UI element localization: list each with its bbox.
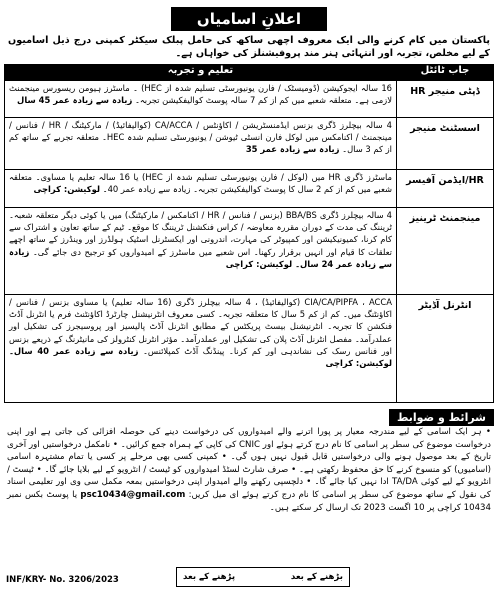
job-title: ڈپٹی منیجر HR [397, 81, 494, 118]
qualification-line: 4 سالہ بیچلرز ڈگری BBA/BS (بزنس / فنانس / HR / اکنامکس / مارکیٹنگ) میں یا کوئی دیگر متعلقہ شعبہ۔ ٹریننگ کی [9, 210, 392, 233]
job-qualification [5, 208, 397, 295]
table-row [5, 81, 494, 118]
qualification-line: مدت کے دوران مقررہ معاوضہ / کراس فنکشنل ٹریننگ کا موقع۔ ٹیم کے ساتھ تعاون و اشتراک سے کام کرنا، کمیونیکیشن اور کمپیوٹر کی مہارت، اندرونی اور ایکسٹرنل اسٹیک ہولڈرز اور وینڈرز کے ساتھ اچھے تعلقات کا قیام اور انہیں برقرار رکھنا۔ اس شعبے میں ماسٹرز کے امیدواروں کو ترجیح دی جائے گی۔ [9, 222, 392, 257]
qualification-line: از کم 7 سالہ پوسٹ کوالیفکیشن تجربہ۔ [134, 95, 277, 106]
terms-text [4, 426, 494, 549]
intro-paragraph: پاکستان میں کام کرنے والی ایک معروف اچھی ساکھ کی حامل پبلک سیکٹر کمپنی درج ذیل اسامیوں کے لیے مخلص، تجربہ اور انتہائی ہنر مند پروفیشنلز کی خواہاں ہے۔ [8, 35, 490, 59]
header [4, 4, 494, 34]
job-age: زیادہ سے زیادہ عمر 24 سال۔ لوکیشن: کراچی [9, 246, 392, 269]
footer [4, 565, 494, 589]
table-row [5, 295, 494, 403]
column-header-qualification: تعلیم و تجربہ [5, 65, 397, 81]
job-location: لوکیشن: کراچی [33, 184, 100, 195]
qualification-line: پوسٹ کوالیفکیشن تجربہ۔ زیادہ سے زیادہ عمر 40۔ [102, 184, 286, 195]
stamp-text-right: بڑھنے کے بعد [290, 572, 343, 582]
qualification-line: از کم 5 سال کا متعلقہ تجربہ۔ کسی معروف انٹرنیشنل چارٹرڈ اکاؤنٹنٹ فرم یا انٹرنل آڈٹ فنکشن کا تجربہ۔ انٹرنیشنل بیسٹ پریکٹس کے مطابق انٹرنل آڈٹ پالیسیز اور پروسیجرز کی تشکیل اور عملدرآمد۔ مفصل انٹرنل آڈٹ پلان کی تشکیل اور عملدرآمد۔ مؤثر انٹرنل کنٹرولز کی مانیٹرنگ کے ذریعے بزنس اور فنانس رسک کی نشاندہی اور کم کرنا۔ پینڈنگ آڈٹ کمپلائنس۔ [9, 309, 392, 356]
job-advertisement [4, 4, 494, 589]
column-header-title: جاب ٹائٹل [397, 65, 494, 81]
job-qualification [5, 295, 397, 403]
stamp-box [176, 567, 350, 587]
job-age: زیادہ سے زیادہ عمر 40 سال۔ لوکیشن: کراچی [9, 345, 392, 369]
terms-heading: شرائط و ضوابط [389, 409, 494, 426]
qualification-line: لوکل فارن انسٹی ٹیوشن / یونیورسٹی تسلیم شدہ HEC۔ متعلقہ تجربے کے ساتھ کم از کم 3 سال۔ [9, 132, 392, 155]
job-qualification [5, 118, 397, 170]
qualification-line: 16 سالہ ایجوکیشن (ڈومیسٹک / فارن یونیورسٹی تسلیم شدہ از HEC) ۔ ماسٹرز ہیومن ریسورس مینجمنٹ لازمی ہے۔ متعلقہ شعبے میں کم [9, 83, 392, 106]
job-age: زیادہ سے زیادہ عمر 45 سال [17, 95, 133, 106]
contact-email[interactable]: psc10434@gmail.com [80, 489, 186, 500]
job-age: زیادہ سے زیادہ عمر 35 [245, 144, 340, 155]
job-qualification [5, 170, 397, 208]
table-row [5, 208, 494, 295]
qualification-line: ماسٹرز ڈگری HR میں (لوکل / فارن یونیورسٹی تسلیم شدہ از HEC) یا 16 سالہ تعلیم یا مساوی۔ متعلقہ شعبے میں کم از کم 2 سال کا [9, 172, 392, 195]
job-qualification [5, 81, 397, 118]
terms-body: • ہر ایک اسامی کے لیے مندرجہ معیار پر پورا اترنے والے امیدواروں کی درخواست دینے کی حوصلہ افزائی کی جاتی ہے اور اپنی درخواست موضوع کی سطر پر اسامی کا نام درج کرتے ہوئے اور CNIC کی کاپی کے ہمراہ جمع کرائیں۔ • نامکمل درخواستیں اور آخری تاریخ کے بعد موصول ہونے والی درخواستیں قابل قبول نہیں ہوں گی۔ • کمپنی کسی بھی مرحلے پر کسی یا تمام مشتہرہ اسامی (اسامیوں) کو منسوخ کرنے کا حق محفوظ رکھتی ہے۔ • صرف شارٹ لسٹڈ امیدواروں کو ٹیسٹ / انٹرویو کے لیے بلایا جائے گا۔ • ٹیسٹ / انٹرویو کے لیے کوئی TA/DA ادا نہیں کیا جائے گا۔ • دلچسپی رکھنے والے امیدوار اپنی درخواستیں بمعہ مکمل سی وی اور تعلیمی اسناد کی نقول کے ساتھ موضوع کی سطر پر اسامی کا نام درج کرتے ہوئے ای میل کریں: [7, 427, 492, 500]
reference-number: INF/KRY- No. 3206/2023 [6, 575, 119, 585]
stamp-text-left: پڑھنے کے بعد [183, 572, 236, 582]
job-title: اسسٹنٹ منیجر [397, 118, 494, 170]
deadline-text: یا پوسٹ بکس نمبر 10434 کراچی پر 10 اگست 2023 تک ارسال کر سکتے ہیں۔ [7, 489, 491, 513]
table-row [5, 118, 494, 170]
qualification-line: 4 سالہ بیچلرز ڈگری بزنس ایڈمنسٹریشن / اکاؤنٹس / CA/ACCA (کوالیفائیڈ) / مارکیٹنگ / HR / فنانس / مینجمنٹ / اکنامکس میں [9, 120, 393, 143]
qualification-line: CIA/CA/PIPFA ، ACCA (کوالیفائیڈ) ، 4 سالہ بیچلرز ڈگری (16 سالہ تعلیم) یا مساوی بزنس / فنانس / اکاؤنٹنگ میں۔ کم [9, 297, 392, 320]
job-title: HR/ایڈمن آفیسر [397, 170, 494, 208]
job-title: انٹرنل آڈیٹر [397, 295, 494, 403]
vacancies-table [4, 64, 494, 403]
job-title: مینجمنٹ ٹرینیز [397, 208, 494, 295]
table-header-row [5, 65, 494, 81]
table-row [5, 170, 494, 208]
terms-heading-wrap [4, 406, 494, 426]
page-title: اعلانِ اسامیاں [171, 7, 327, 31]
